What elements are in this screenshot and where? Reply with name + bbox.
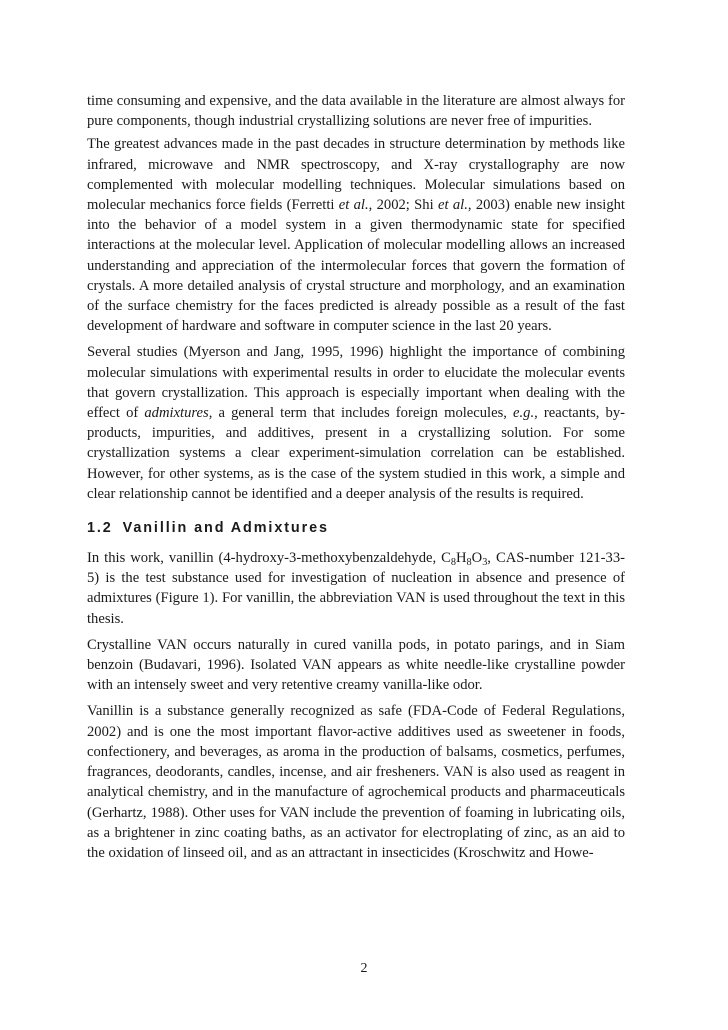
page-number: 2	[360, 961, 368, 976]
paragraph-3-admixtures: admixtures	[144, 405, 209, 422]
paragraph-2-et-al-2: et al.	[437, 197, 468, 214]
paragraph-4-text-b: , CAS-number 121-33-5) is the test substance used for investigation of nucleation in absence and presence of admixtures (Figure 1). For vanillin, the abbreviation VAN is used throughout the text in this thesis.	[87, 550, 625, 627]
paragraph-3-eg: e.g.	[513, 405, 535, 422]
paragraph-4	[87, 548, 625, 629]
formula-subscript-c: 8	[450, 557, 456, 569]
formula-subscript-o: 3	[482, 557, 488, 569]
paragraph-3-text-c: , reactants, by-products, impurities, and additives, present in a crystallizing solution. For some crystallization systems a clear experiment-simulation correlation can be established. However, for other systems, as is the case of the system studied in this work, a simple and clear relationship cannot be identified and a deeper analysis of the results is required.	[87, 405, 625, 502]
section-heading	[87, 518, 625, 538]
paragraph-2-text-b: , 2002; Shi	[368, 197, 438, 214]
paragraph-1: time consuming and expensive, and the data available in the literature are almost always for pure components, though industrial crystallizing solutions are never free of impurities.	[87, 93, 625, 130]
paragraph-2-et-al-1: et al.	[338, 197, 369, 214]
formula-o: O	[471, 550, 483, 567]
page-body	[87, 91, 625, 869]
paragraph-2	[87, 134, 625, 336]
paragraph-3-text-a: Several studies (Myerson and Jang, 1995, 1996) highlight the importance of combining molecular simulations with experimental results in order to elucidate the molecular events that govern crystallization. This approach is especially important when dealing with the effect of	[87, 344, 625, 422]
paragraph-6: Vanillin is a substance generally recognized as safe (FDA-Code of Federal Regulations, 2002) and is one the most important flavor-active additives used as sweetener in foods, confectionery, and beverages, as aroma in the production of balsams, cosmetics, perfumes, fragrances, deodorants, candles, incense, and air fresheners. VAN is also used as reagent in analytical chemistry, and in the manufacture of agrochemical products and pharmaceuticals (Gerhartz, 1988). Other uses for VAN include the prevention of foaming in lubricating oils, as a brightener in zinc coating baths, as an activator for electroplating of zinc, as an aid to the oxidation of linseed oil, and as an attractant in insecticides (Kroschwitz and Howe-	[87, 703, 625, 861]
paragraph-3	[87, 342, 625, 504]
formula-h: H	[455, 550, 467, 567]
section-number: 1.2	[87, 520, 113, 537]
paragraph-3-text-b: , a general term that includes foreign molecules,	[208, 405, 514, 422]
paragraph-2-text-c: , 2003) enable new insight into the behavior of a model system in a given thermodynamic state for specified interactions at the molecular level. Application of molecular modelling allows an increased understanding and appreciation of the intermolecular forces that govern the formation of crystals. A more detailed analysis of crystal structure and morphology, and an examination of the surface chemistry for the faces predicted is already possible as a result of the fast development of hardware and software in computer science in the last 20 years.	[87, 197, 625, 335]
paragraph-2-text-a: The greatest advances made in the past decades in structure determination by methods like infrared, microwave and NMR spectroscopy, and X-ray crystallography are now complemented with molecular modelling techniques. Molecular simulations based on molecular mechanics force fields (Ferretti	[87, 136, 625, 214]
section-title: Vanillin and Admixtures	[122, 520, 329, 537]
formula-subscript-h: 8	[466, 557, 472, 569]
paragraph-5: Crystalline VAN occurs naturally in cured vanilla pods, in potato parings, and in Siam benzoin (Budavari, 1996). Isolated VAN appears as white needle-like crystalline powder with an intensely sweet and very retentive creamy vanilla-like odor.	[87, 636, 625, 694]
paragraph-4-text-a: In this work, vanillin (4-hydroxy-3-methoxybenzaldehyde, C	[87, 550, 451, 567]
